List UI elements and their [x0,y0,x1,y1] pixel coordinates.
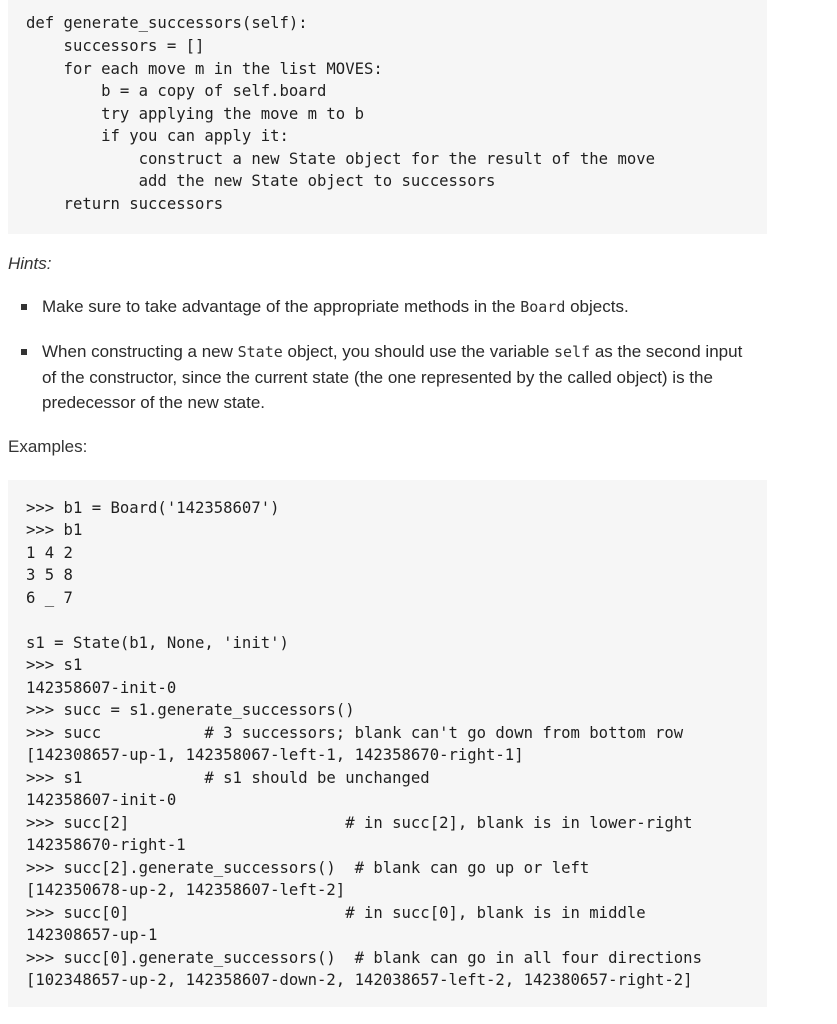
code-line: try applying the move m to b [26,105,364,123]
code-line: construct a new State object for the result of the move [26,150,656,168]
code-line: add the new State object to successors [26,172,496,190]
code-line: >>> succ[0].generate_successors() # blank can go in all four directions [26,949,702,967]
code-line: 142358607-init-0 [26,791,177,809]
inline-code: Board [520,298,566,316]
code-line: s1 = State(b1, None, 'init') [26,634,289,652]
code-line: 142358607-init-0 [26,679,177,697]
hints-list [20,294,760,415]
code-line: 6 _ 7 [26,589,73,607]
code-line: >>> succ[2] # in succ[2], blank is in lower-right [26,814,693,832]
code-line: [142308657-up-1, 142358067-left-1, 142358670-right-1] [26,746,524,764]
inline-code: State [237,343,283,361]
bullet-icon [21,304,27,310]
list-item [20,339,760,415]
code-line: >>> s1 [26,656,83,674]
code-line: 3 5 8 [26,566,73,584]
code-line: 142308657-up-1 [26,926,158,944]
list-item [20,294,760,320]
hint-text: as the second input of the constructor, since the current state (the one represented by the called object) is the predecessor of the new state. [42,342,743,412]
hint-text: object, you should use the variable [282,342,554,361]
code-line: >>> succ[2].generate_successors() # blank can go up or left [26,859,590,877]
hint-text: When constructing a new [42,342,238,361]
code-line: [142350678-up-2, 142358607-left-2] [26,881,346,899]
code-line: 142358670-right-1 [26,836,186,854]
code-line: if you can apply it: [26,127,289,145]
code-line: [102348657-up-2, 142358607-down-2, 142038657-left-2, 142380657-right-2] [26,971,693,989]
hints-heading: Hints: [8,254,52,273]
code-line: successors = [] [26,37,205,55]
code-line: >>> succ # 3 successors; blank can't go down from bottom row [26,724,684,742]
code-line: def generate_successors(self): [26,14,308,32]
code-line: >>> succ[0] # in succ[0], blank is in middle [26,904,646,922]
code-line: 1 4 2 [26,544,73,562]
code-line: return successors [26,195,224,213]
examples-heading: Examples: [8,437,88,456]
inline-code: self [554,343,591,361]
bullet-icon [21,349,27,355]
code-line: >>> b1 [26,521,83,539]
hint-text: objects. [565,297,629,316]
code-line: for each move m in the list MOVES: [26,60,383,78]
code-line: >>> b1 = Board('142358607') [26,499,280,517]
code-line: >>> s1 # s1 should be unchanged [26,769,430,787]
code-line: >>> succ = s1.generate_successors() [26,701,355,719]
hint-text: Make sure to take advantage of the appropriate methods in the [42,297,521,316]
code-line: b = a copy of self.board [26,82,327,100]
